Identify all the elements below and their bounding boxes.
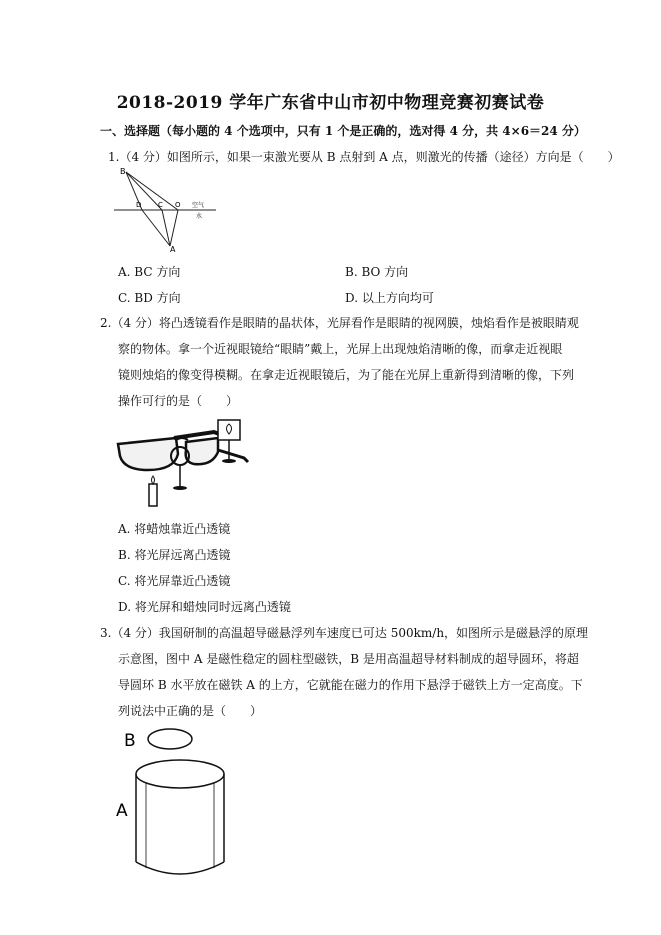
q2-glasses-lens-figure: [114, 414, 264, 512]
magnet-top: [136, 760, 224, 788]
candle-flame: [152, 476, 155, 484]
lens-base: [173, 486, 187, 490]
label-d: D: [136, 201, 142, 209]
q2-option-b[interactable]: B. 将光屏远离凸透镜: [118, 548, 231, 562]
glasses-right-frame: [186, 438, 218, 464]
q3-stem-line-3: 导圆环 B 水平放在磁铁 A 的上方，它就能在磁力的作用下悬浮于磁铁上方一定高度。下: [118, 678, 583, 692]
label-b: B: [124, 731, 136, 751]
q2-option-a[interactable]: A. 将蜡烛靠近凸透镜: [118, 522, 231, 536]
q3-maglev-figure: [110, 722, 250, 887]
q2-stem-line-4: 操作可行的是（ ）: [118, 394, 239, 408]
label-b: B: [120, 167, 126, 176]
q2-stem-line-2: 察的物体。拿一个近视眼镜给“眼睛”戴上，光屏上出现烛焰清晰的像，而拿走近视眼: [118, 342, 563, 356]
q3-stem-line-1: 3.（4 分）我国研制的高温超导磁悬浮列车速度已可达 500km/h，如图所示是磁悬浮的原理: [100, 626, 589, 640]
q1-option-d[interactable]: D. 以上方向均可: [345, 291, 434, 305]
ray-oa: [170, 210, 178, 246]
ray-bc: [126, 172, 162, 210]
label-air: 空气: [192, 202, 205, 209]
q2-stem-line-1: 2.（4 分）将凸透镜看作是眼睛的晶状体，光屏看作是眼睛的视网膜，烛焰看作是被眼睛观: [100, 316, 579, 330]
label-a: A: [116, 801, 128, 821]
q3-stem-line-2: 示意图，图中 A 是磁性稳定的圆柱型磁铁，B 是用高温超导材料制成的超导圆环，将超: [118, 652, 579, 666]
q1-option-c[interactable]: C. BD 方向: [118, 291, 181, 305]
magnet-bottom: [136, 862, 224, 874]
candle: [149, 484, 157, 506]
q1-refraction-figure: [112, 164, 222, 254]
section-heading: 一、选择题（每小题的 4 个选项中，只有 1 个是正确的，选对得 4 分，共 4×6＝24 分）: [100, 124, 586, 138]
label-c: C: [158, 201, 163, 209]
q2-option-d[interactable]: D. 将光屏和蜡烛同时远离凸透镜: [118, 600, 291, 614]
q3-stem-line-4: 列说法中正确的是（ ）: [118, 704, 263, 718]
glasses-left-frame: [118, 438, 178, 470]
q1-option-a[interactable]: A. BC 方向: [118, 265, 181, 279]
label-a: A: [170, 245, 176, 254]
label-water: 水: [196, 213, 203, 220]
q1-option-b[interactable]: B. BO 方向: [345, 265, 409, 279]
q2-option-c[interactable]: C. 将光屏靠近凸透镜: [118, 574, 231, 588]
screen-base: [222, 459, 236, 463]
label-o: O: [175, 201, 181, 209]
page-title: 2018-2019 学年广东省中山市初中物理竞赛初赛试卷: [116, 93, 545, 113]
q1-stem: 1.（4 分）如图所示，如果一束激光要从 B 点射到 A 点，则激光的传播（途径）方向是（ ）: [108, 150, 620, 164]
superconducting-ring-b: [148, 729, 192, 749]
light-screen: [218, 420, 240, 440]
q2-stem-line-3: 镜则烛焰的像变得模糊。在拿走近视眼镜后，为了能在光屏上重新得到清晰的像，下列: [118, 368, 575, 382]
